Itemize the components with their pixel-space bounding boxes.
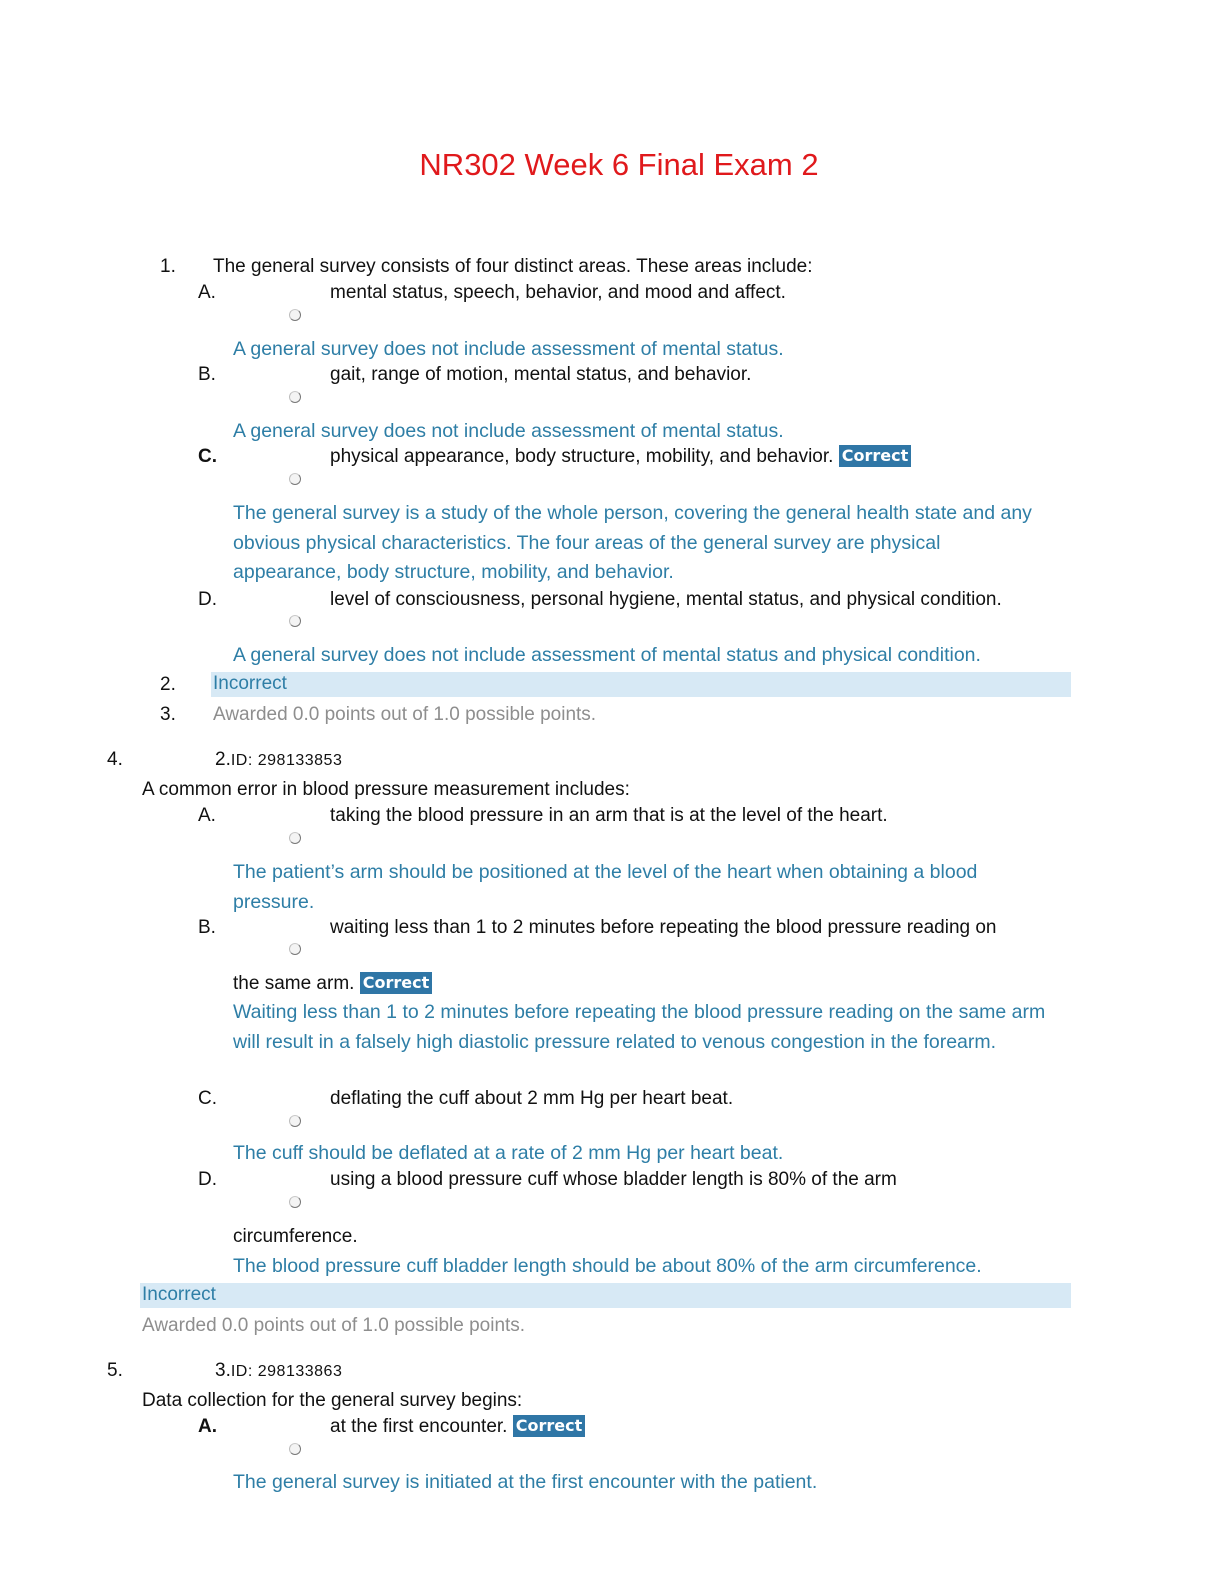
option-text: at the first encounter. — [330, 1416, 508, 1437]
question-number — [215, 748, 342, 773]
radio-option-d[interactable] — [289, 1196, 301, 1208]
correct-badge: Correct — [513, 1415, 586, 1437]
option-feedback: A general survey does not include assessment of mental status. — [233, 420, 784, 442]
option-letter: A. — [198, 1416, 217, 1437]
option-letter: B. — [198, 917, 216, 938]
radio-option-c[interactable] — [289, 473, 301, 485]
question-text: Data collection for the general survey begins: — [142, 1390, 523, 1411]
list-number: 4. — [107, 749, 123, 770]
option-line — [330, 1415, 585, 1439]
option-text: deflating the cuff about 2 mm Hg per heart beat. — [330, 1088, 734, 1109]
option-feedback: A general survey does not include assessment of mental status and physical condition. — [233, 644, 981, 666]
question-number: 1. — [160, 256, 176, 277]
option-line — [233, 972, 432, 996]
radio-option-b[interactable] — [289, 391, 301, 403]
radio-option-d[interactable] — [289, 615, 301, 627]
option-text: taking the blood pressure in an arm that is at the level of the heart. — [330, 805, 888, 826]
list-number: 3. — [160, 704, 176, 725]
radio-option-c[interactable] — [289, 1115, 301, 1127]
option-line — [330, 445, 911, 469]
option-text: using a blood pressure cuff whose bladder length is 80% of the arm — [330, 1169, 897, 1190]
option-letter: D. — [198, 589, 217, 610]
question-number — [215, 1359, 342, 1384]
option-feedback: The blood pressure cuff bladder length should be about 80% of the arm circumference. — [233, 1255, 982, 1277]
question-index: 2. — [215, 749, 231, 770]
option-feedback: Waiting less than 1 to 2 minutes before repeating the blood pressure reading on the same arm will result in a falsely high diastolic pressure related to venous congestion in the forearm. — [233, 1001, 1046, 1053]
list-number: 5. — [107, 1360, 123, 1381]
option-text: gait, range of motion, mental status, and behavior. — [330, 364, 752, 385]
result-status: Incorrect — [211, 672, 1071, 697]
option-letter: D. — [198, 1169, 217, 1190]
option-text: level of consciousness, personal hygiene, mental status, and physical condition. — [330, 589, 1002, 610]
option-feedback: The patient’s arm should be positioned at the level of the heart when obtaining a blood pressure. — [233, 861, 978, 913]
option-feedback: A general survey does not include assessment of mental status. — [233, 338, 784, 360]
option-text: mental status, speech, behavior, and mood and affect. — [330, 282, 786, 303]
option-feedback: The general survey is a study of the whole person, covering the general health state and any obvious physical characteristics. The four areas of the general survey are physical appearance, body structure, mobility, and behavior. — [233, 502, 1032, 584]
option-text: waiting less than 1 to 2 minutes before repeating the blood pressure reading on — [330, 917, 997, 938]
radio-option-a[interactable] — [289, 832, 301, 844]
option-feedback: The general survey is initiated at the first encounter with the patient. — [233, 1471, 818, 1493]
question-text: The general survey consists of four distinct areas. These areas include: — [213, 256, 813, 277]
option-letter: C. — [198, 1088, 217, 1109]
correct-badge: Correct — [839, 445, 912, 467]
option-feedback: The cuff should be deflated at a rate of 2 mm Hg per heart beat. — [233, 1142, 784, 1164]
question-id: ID: 298133853 — [230, 752, 343, 769]
correct-badge: Correct — [360, 972, 433, 994]
option-letter: A. — [198, 282, 216, 303]
question-id: ID: 298133863 — [230, 1363, 343, 1380]
points-awarded: Awarded 0.0 points out of 1.0 possible points. — [213, 704, 597, 725]
option-letter: C. — [198, 446, 217, 467]
option-text-continued: circumference. — [233, 1226, 358, 1247]
page-title: NR302 Week 6 Final Exam 2 — [419, 147, 819, 182]
radio-option-a[interactable] — [289, 309, 301, 321]
list-number: 2. — [160, 674, 176, 695]
option-letter: B. — [198, 364, 216, 385]
radio-option-a[interactable] — [289, 1443, 301, 1455]
option-text-continued: the same arm. — [233, 973, 355, 994]
option-text: physical appearance, body structure, mobility, and behavior. — [330, 446, 834, 467]
radio-option-b[interactable] — [289, 943, 301, 955]
points-awarded: Awarded 0.0 points out of 1.0 possible points. — [142, 1315, 526, 1336]
question-text: A common error in blood pressure measurement includes: — [142, 779, 630, 800]
option-letter: A. — [198, 805, 216, 826]
question-index: 3. — [215, 1360, 231, 1381]
result-status: Incorrect — [140, 1283, 1071, 1308]
